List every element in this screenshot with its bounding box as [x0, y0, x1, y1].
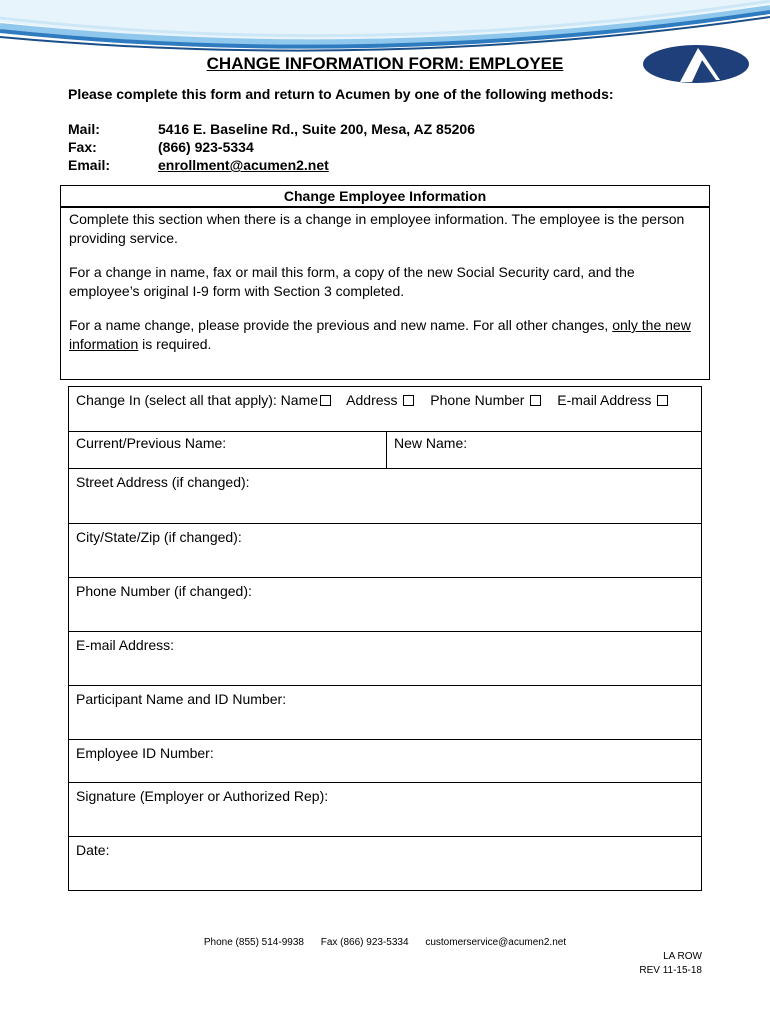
footer-contacts — [0, 937, 770, 948]
form-code: LA ROW — [663, 951, 702, 962]
instruction-paragraph: For a change in name, fax or mail this form, a copy of the new Social Security card, and the employee’s original I-9 form with Section 3 completed. — [69, 264, 635, 299]
intro-text: Please complete this form and return to Acumen by one of the following methods: — [68, 86, 614, 102]
contact-value: 5416 E. Baseline Rd., Suite 200, Mesa, AZ 85206 — [158, 121, 475, 137]
option-address[interactable]: Address — [346, 392, 414, 408]
phone-number-field[interactable]: Phone Number (if changed): — [68, 578, 702, 632]
current-name-field[interactable]: Current/Previous Name: — [76, 435, 227, 451]
employee-id-field[interactable]: Employee ID Number: — [68, 740, 702, 783]
checkbox-email[interactable] — [657, 395, 668, 406]
date-field[interactable]: Date: — [68, 837, 702, 891]
option-name[interactable]: Name — [281, 392, 331, 408]
checkbox-phone[interactable] — [530, 395, 541, 406]
contact-label: Email: — [68, 157, 111, 173]
city-state-zip-field[interactable]: City/State/Zip (if changed): — [68, 524, 702, 578]
participant-field[interactable]: Participant Name and ID Number: — [68, 686, 702, 740]
email-link[interactable]: enrollment@acumen2.net — [158, 157, 329, 173]
change-in-row — [68, 386, 702, 432]
option-phone[interactable]: Phone Number — [430, 392, 541, 408]
option-email[interactable]: E-mail Address — [557, 392, 668, 408]
section-instructions — [60, 206, 710, 380]
contact-value: (866) 923-5334 — [158, 139, 254, 155]
revision-date: REV 11-15-18 — [639, 965, 702, 976]
footer-email: customerservice@acumen2.net — [425, 937, 567, 948]
new-name-field[interactable]: New Name: — [394, 435, 468, 451]
checkbox-name[interactable] — [320, 395, 331, 406]
signature-field[interactable]: Signature (Employer or Authorized Rep): — [68, 783, 702, 837]
street-address-field[interactable]: Street Address (if changed): — [68, 469, 702, 524]
section-title: Change Employee Information — [60, 185, 710, 207]
footer-fax: Fax (866) 923-5334 — [320, 937, 409, 948]
checkbox-address[interactable] — [403, 395, 414, 406]
instruction-paragraph: Complete this section when there is a change in employee information. The employee is the person providing service. — [69, 211, 685, 246]
names-row — [68, 431, 702, 469]
page-title: CHANGE INFORMATION FORM: EMPLOYEE — [206, 54, 564, 73]
footer-phone: Phone (855) 514-9938 — [203, 937, 304, 948]
email-address-field[interactable]: E-mail Address: — [68, 632, 702, 686]
contact-label: Fax: — [68, 139, 97, 155]
contact-label: Mail: — [68, 121, 100, 137]
change-in-label: Change In (select all that apply): — [76, 392, 277, 408]
instruction-paragraph: For a name change, please provide the previous and new name. For all other changes, only the new information is required. — [69, 317, 691, 352]
